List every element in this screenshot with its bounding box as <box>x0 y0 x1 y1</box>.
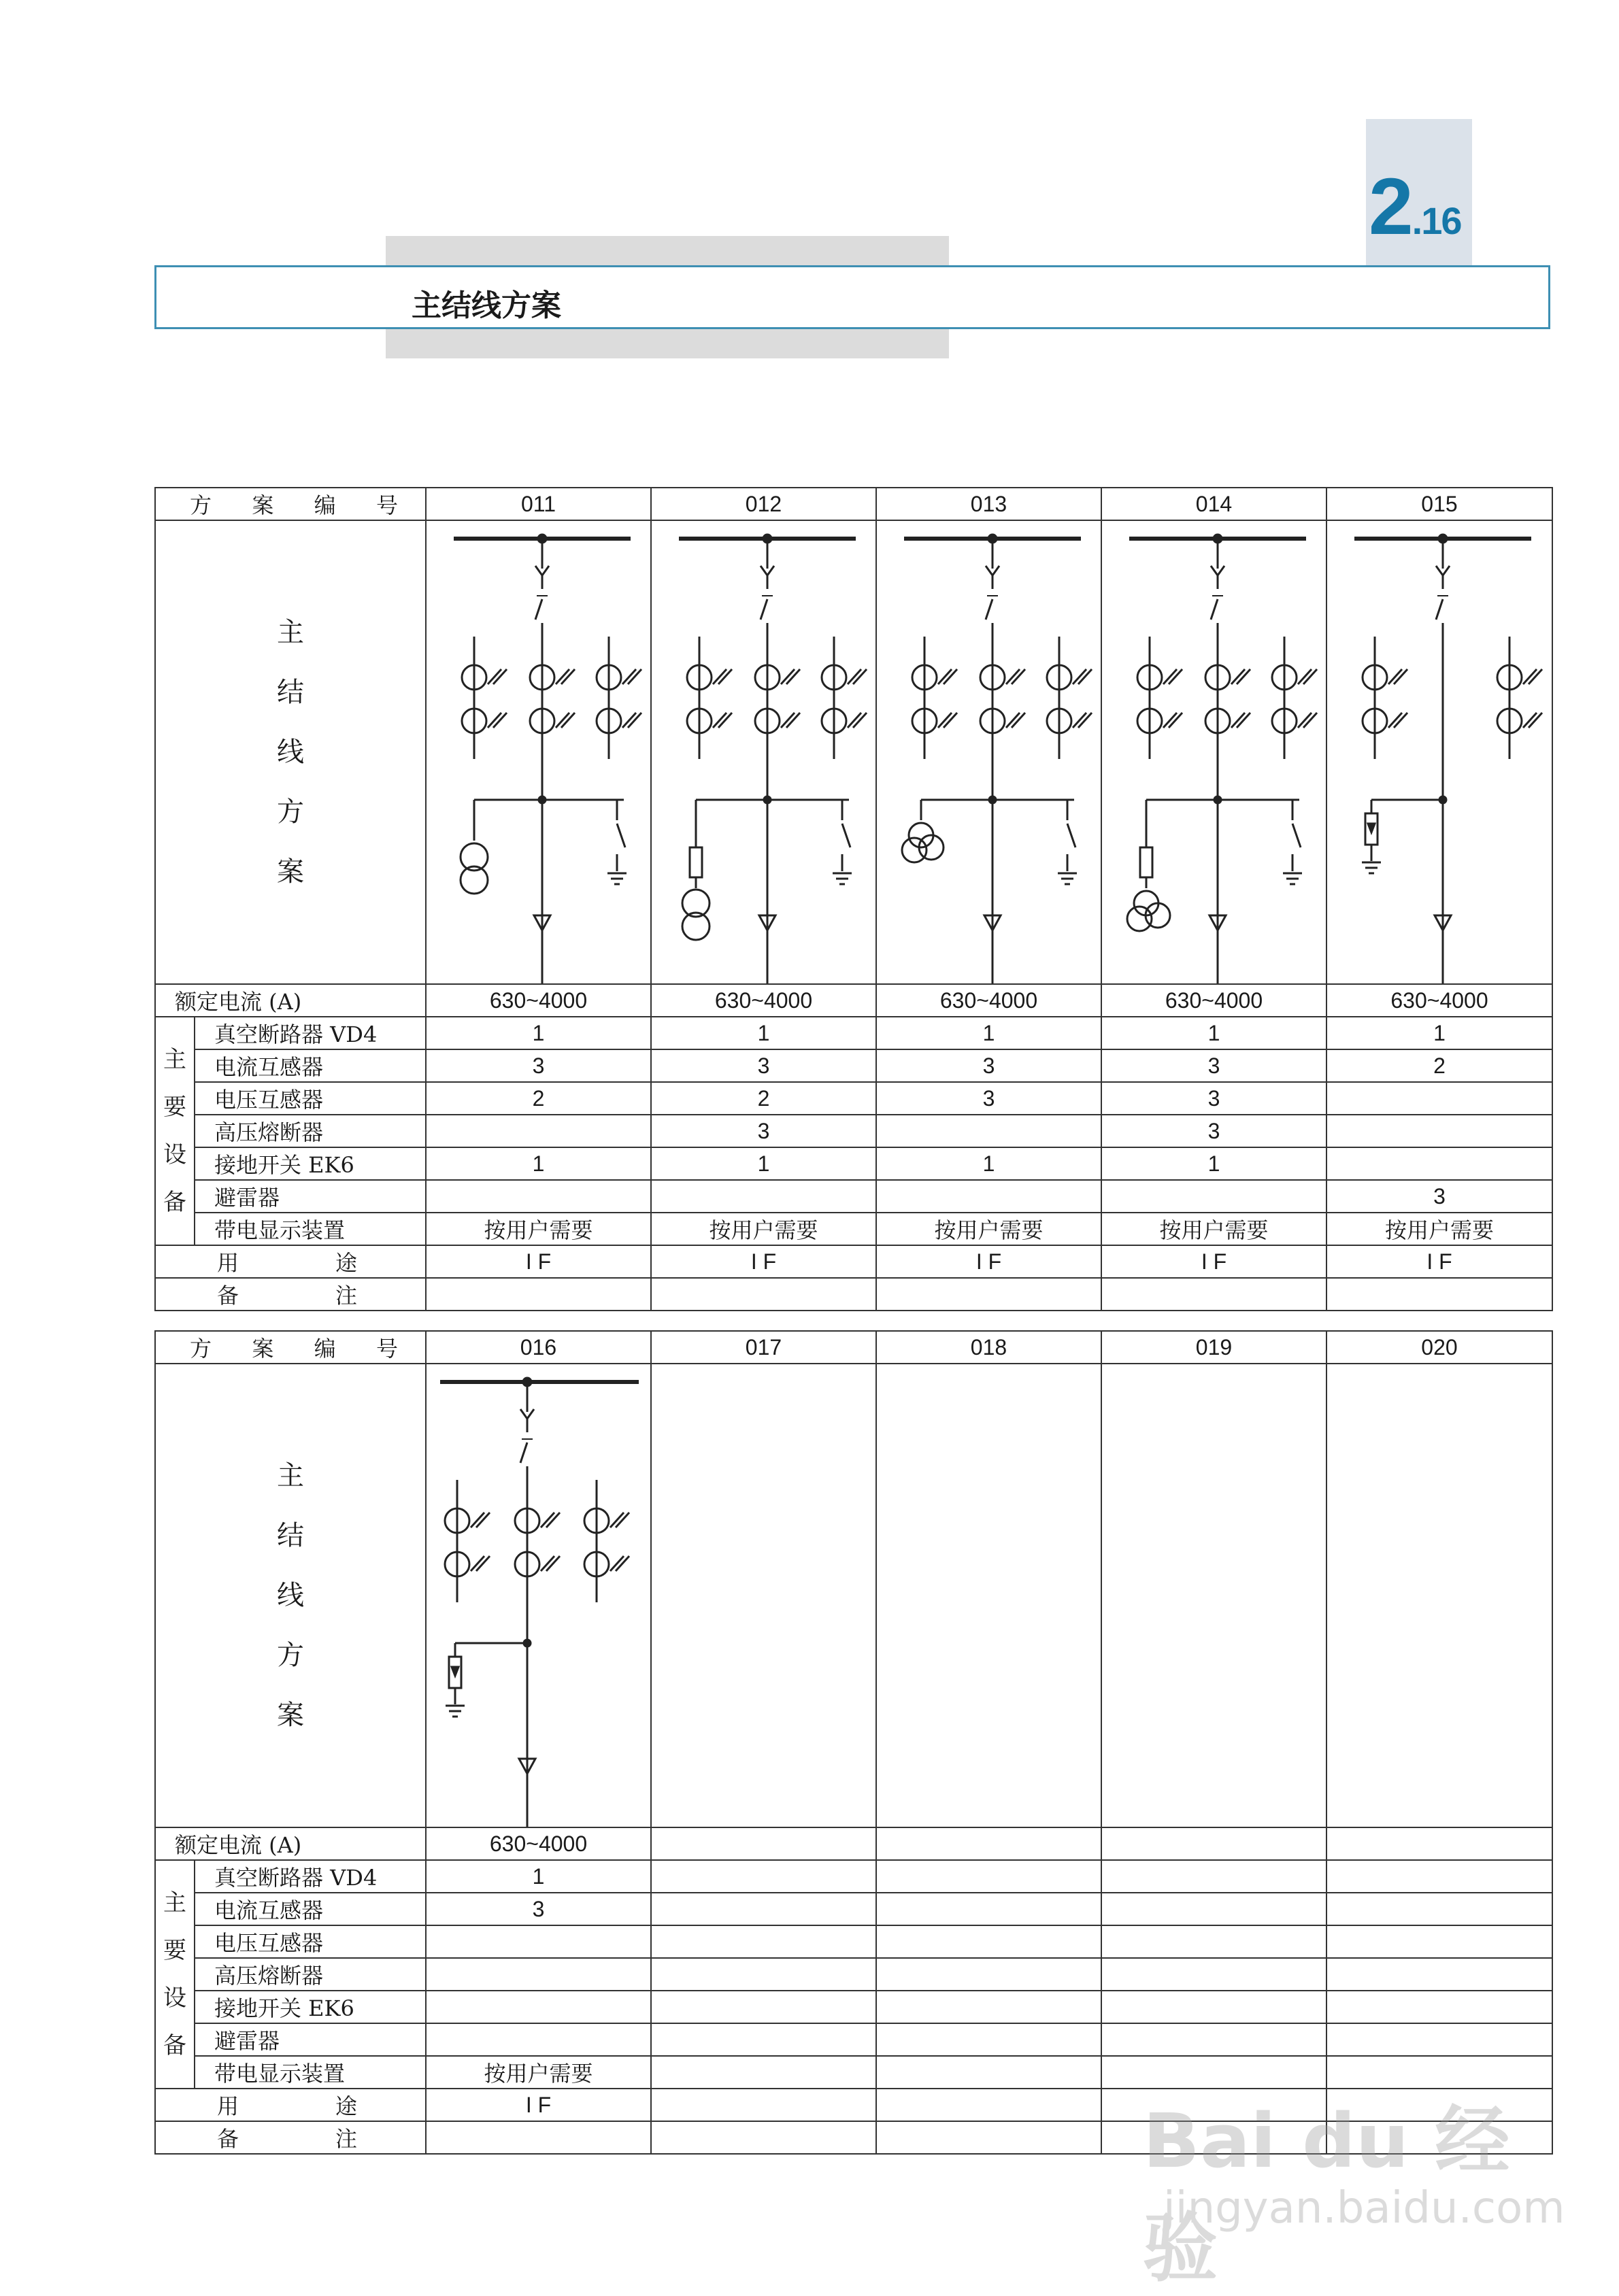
equipment-value <box>1326 1860 1552 1893</box>
rated-current-value: 630~4000 <box>651 984 876 1017</box>
section-title: 主结线方案 <box>412 288 561 323</box>
equipment-value <box>876 1991 1101 2023</box>
scheme-id: 016 <box>426 1331 651 1364</box>
equipment-value <box>651 1925 876 1958</box>
scheme-id: 020 <box>1326 1331 1552 1364</box>
page-number: 2.16 <box>1369 162 1461 252</box>
equipment-label: 电流互感器 <box>195 1893 426 1925</box>
equipment-value <box>1326 1958 1552 1991</box>
equipment-value <box>651 1893 876 1925</box>
usage-value: I F <box>1101 1245 1326 1278</box>
equipment-label: 接地开关 EK6 <box>195 1147 426 1180</box>
equipment-value: 按用户需要 <box>876 1213 1101 1245</box>
scheme-id: 014 <box>1101 488 1326 520</box>
main-equipment-label: 主 要 设 备 <box>155 1017 195 1245</box>
equipment-value <box>1326 1115 1552 1147</box>
scheme-number-row <box>155 488 1552 520</box>
equipment-value: 1 <box>651 1017 876 1049</box>
remark-row <box>155 1278 1552 1311</box>
remark-value <box>1101 1278 1326 1311</box>
rated-current-value <box>651 1827 876 1860</box>
equipment-value <box>651 1958 876 1991</box>
rated-current-value: 630~4000 <box>1326 984 1552 1017</box>
equipment-value: 3 <box>651 1049 876 1082</box>
equipment-value <box>1326 1082 1552 1115</box>
diagram-label: 主 结 线 方 案 <box>155 1364 426 1827</box>
equipment-label: 高压熔断器 <box>195 1958 426 1991</box>
equipment-value <box>1326 2023 1552 2056</box>
equipment-value: 3 <box>651 1115 876 1147</box>
equipment-value: 3 <box>1101 1082 1326 1115</box>
equipment-value: 按用户需要 <box>651 1213 876 1245</box>
scheme-id: 019 <box>1101 1331 1326 1364</box>
equipment-value: 按用户需要 <box>426 2056 651 2089</box>
usage-value: I F <box>876 1245 1101 1278</box>
usage-value: I F <box>426 1245 651 1278</box>
remark-value <box>426 2121 651 2154</box>
title-box <box>154 265 1550 329</box>
diagram-013 <box>876 520 1101 984</box>
rated-current-value: 630~4000 <box>876 984 1101 1017</box>
equipment-row <box>155 1017 1552 1049</box>
equipment-value <box>1101 1991 1326 2023</box>
scheme-id: 017 <box>651 1331 876 1364</box>
scheme-id: 015 <box>1326 488 1552 520</box>
equipment-value <box>876 1925 1101 1958</box>
equipment-value <box>876 1180 1101 1213</box>
equipment-label: 接地开关 EK6 <box>195 1991 426 2023</box>
equipment-label: 避雷器 <box>195 2023 426 2056</box>
usage-value: I F <box>1326 1245 1552 1278</box>
remark-label: 备 注 <box>155 2121 426 2154</box>
equipment-value <box>651 1860 876 1893</box>
equipment-value <box>426 1115 651 1147</box>
equipment-value <box>1326 1893 1552 1925</box>
equipment-value: 1 <box>876 1147 1101 1180</box>
equipment-value: 2 <box>1326 1049 1552 1082</box>
rated-current-value: 630~4000 <box>426 984 651 1017</box>
equipment-value <box>1326 1925 1552 1958</box>
equipment-row <box>155 1991 1552 2023</box>
diagram-019 <box>1101 1364 1326 1827</box>
equipment-value: 1 <box>1326 1017 1552 1049</box>
equipment-value: 1 <box>651 1147 876 1180</box>
equipment-value: 1 <box>426 1860 651 1893</box>
equipment-label: 高压熔断器 <box>195 1115 426 1147</box>
rated-current-row <box>155 984 1552 1017</box>
scheme-table-2 <box>154 1330 1553 2155</box>
equipment-value <box>651 1991 876 2023</box>
equipment-value: 1 <box>426 1017 651 1049</box>
equipment-value: 1 <box>876 1017 1101 1049</box>
usage-value: I F <box>426 2089 651 2121</box>
equipment-value <box>1326 1147 1552 1180</box>
usage-value <box>876 2089 1101 2121</box>
equipment-value: 3 <box>1101 1115 1326 1147</box>
equipment-value: 3 <box>876 1082 1101 1115</box>
equipment-value <box>1101 1925 1326 1958</box>
watermark-url: jingyan.baidu.com <box>1163 2183 1565 2233</box>
rated-current-row <box>155 1827 1552 1860</box>
equipment-label: 带电显示装置 <box>195 1213 426 1245</box>
usage-value <box>651 2089 876 2121</box>
diagram-020 <box>1326 1364 1552 1827</box>
equipment-value <box>876 2056 1101 2089</box>
equipment-value <box>876 1893 1101 1925</box>
remark-value <box>1326 1278 1552 1311</box>
diagram-018 <box>876 1364 1101 1827</box>
equipment-value: 3 <box>426 1049 651 1082</box>
equipment-value: 按用户需要 <box>426 1213 651 1245</box>
scheme-table-1 <box>154 487 1553 1311</box>
rated-current-value: 630~4000 <box>1101 984 1326 1017</box>
usage-value: I F <box>651 1245 876 1278</box>
equipment-label: 真空断路器 VD4 <box>195 1017 426 1049</box>
diagram-017 <box>651 1364 876 1827</box>
equipment-row <box>155 1147 1552 1180</box>
equipment-label: 带电显示装置 <box>195 2056 426 2089</box>
equipment-value <box>1101 1860 1326 1893</box>
equipment-label: 电压互感器 <box>195 1082 426 1115</box>
usage-label: 用 途 <box>155 1245 426 1278</box>
diagram-row <box>155 520 1552 984</box>
rated-current-label: 额定电流 (A) <box>155 1827 426 1860</box>
diagram-012 <box>651 520 876 984</box>
equipment-label: 电压互感器 <box>195 1925 426 1958</box>
equipment-value <box>651 2056 876 2089</box>
equipment-value <box>651 1180 876 1213</box>
scheme-number-label: 方 案 编 号 <box>155 1331 426 1364</box>
equipment-value <box>1101 1893 1326 1925</box>
diagram-row <box>155 1364 1552 1827</box>
equipment-value: 3 <box>426 1893 651 1925</box>
equipment-row <box>155 1925 1552 1958</box>
remark-value <box>426 1278 651 1311</box>
equipment-value <box>1101 2023 1326 2056</box>
equipment-value: 按用户需要 <box>1101 1213 1326 1245</box>
remark-value <box>876 1278 1101 1311</box>
equipment-value: 1 <box>1101 1017 1326 1049</box>
watermark <box>1143 2081 1565 2292</box>
equipment-label: 电流互感器 <box>195 1049 426 1082</box>
rated-current-value: 630~4000 <box>426 1827 651 1860</box>
equipment-value <box>1326 1991 1552 2023</box>
equipment-value: 3 <box>1326 1180 1552 1213</box>
diagram-011 <box>426 520 651 984</box>
equipment-value <box>1101 1958 1326 1991</box>
equipment-row <box>155 1213 1552 1245</box>
equipment-value <box>426 1991 651 2023</box>
rated-current-value <box>1326 1827 1552 1860</box>
equipment-value <box>1101 1180 1326 1213</box>
equipment-row <box>155 1180 1552 1213</box>
equipment-value: 2 <box>651 1082 876 1115</box>
rated-current-label: 额定电流 (A) <box>155 984 426 1017</box>
scheme-id: 013 <box>876 488 1101 520</box>
equipment-value <box>651 2023 876 2056</box>
scheme-id: 018 <box>876 1331 1101 1364</box>
equipment-row <box>155 1115 1552 1147</box>
equipment-value <box>426 1180 651 1213</box>
main-equipment-label: 主 要 设 备 <box>155 1860 195 2089</box>
equipment-label: 真空断路器 VD4 <box>195 1860 426 1893</box>
equipment-row <box>155 1082 1552 1115</box>
remark-value <box>651 1278 876 1311</box>
diagram-016 <box>426 1364 651 1827</box>
remark-value <box>876 2121 1101 2154</box>
equipment-value: 3 <box>1101 1049 1326 1082</box>
equipment-value <box>426 1925 651 1958</box>
scheme-id: 011 <box>426 488 651 520</box>
equipment-row <box>155 1958 1552 1991</box>
scheme-id: 012 <box>651 488 876 520</box>
scheme-number-label: 方 案 编 号 <box>155 488 426 520</box>
remark-label: 备 注 <box>155 1278 426 1311</box>
equipment-value <box>426 2023 651 2056</box>
remark-value <box>651 2121 876 2154</box>
equipment-label: 避雷器 <box>195 1180 426 1213</box>
equipment-value: 1 <box>426 1147 651 1180</box>
diagram-014 <box>1101 520 1326 984</box>
rated-current-value <box>876 1827 1101 1860</box>
equipment-row <box>155 1049 1552 1082</box>
scheme-number-row <box>155 1331 1552 1364</box>
equipment-value <box>876 1958 1101 1991</box>
equipment-value: 1 <box>1101 1147 1326 1180</box>
equipment-value <box>426 1958 651 1991</box>
diagram-015 <box>1326 520 1552 984</box>
watermark-logo: Bai du 经验 <box>1143 2097 1510 2292</box>
equipment-value <box>876 1115 1101 1147</box>
usage-row <box>155 1245 1552 1278</box>
equipment-row <box>155 1860 1552 1893</box>
diagram-label: 主 结 线 方 案 <box>155 520 426 984</box>
equipment-value <box>876 1860 1101 1893</box>
equipment-value <box>876 2023 1101 2056</box>
equipment-row <box>155 1893 1552 1925</box>
equipment-value: 按用户需要 <box>1326 1213 1552 1245</box>
equipment-value: 2 <box>426 1082 651 1115</box>
equipment-value: 3 <box>876 1049 1101 1082</box>
equipment-row <box>155 2023 1552 2056</box>
rated-current-value <box>1101 1827 1326 1860</box>
usage-label: 用 途 <box>155 2089 426 2121</box>
